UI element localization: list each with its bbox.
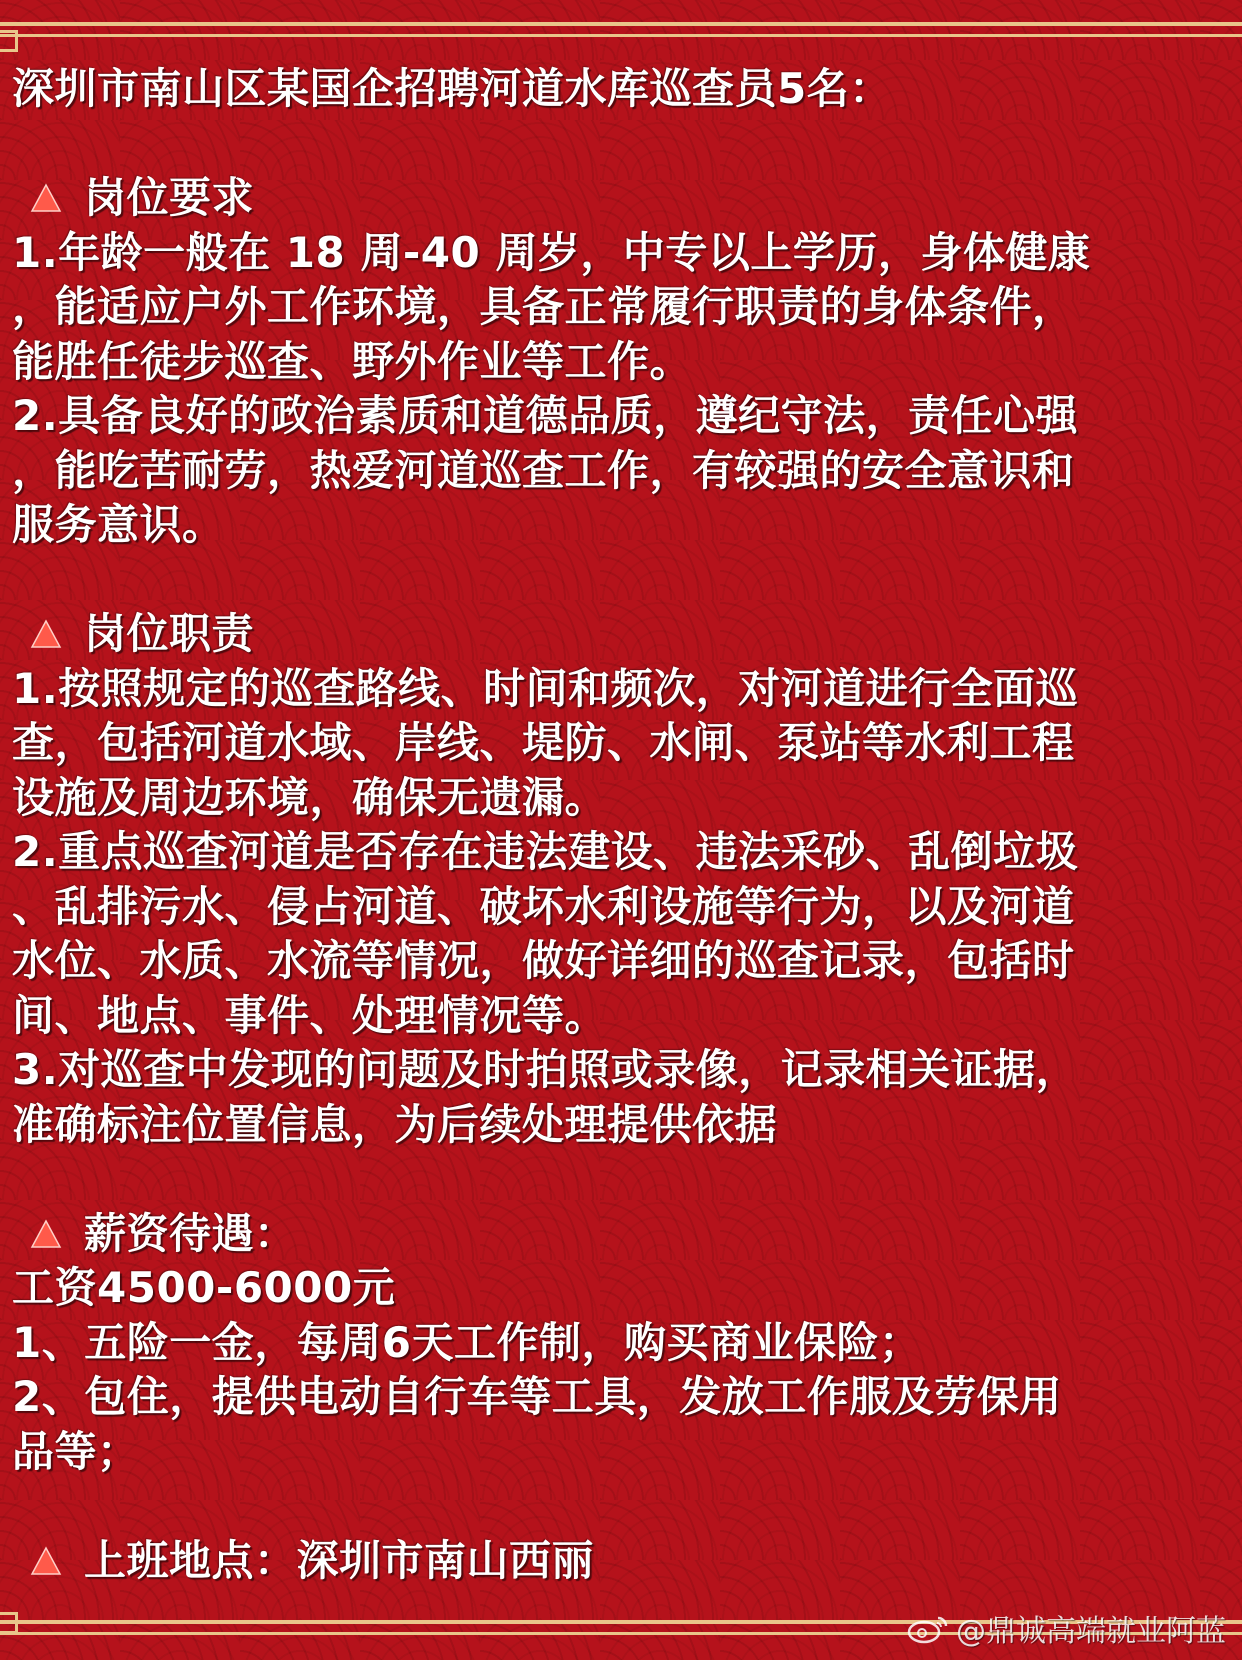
weibo-icon <box>906 1612 950 1644</box>
page-title: 深圳市南山区某国企招聘河道水库巡查员5名： <box>12 64 892 113</box>
requirements-line: ，能适应户外工作环境，具备正常履行职责的身体条件， <box>12 282 1075 331</box>
requirements-line: 1.年龄一般在 18 周-40 周岁，中专以上学历，身体健康 <box>12 227 1091 277</box>
watermark <box>906 1606 1226 1650</box>
duties-line: 设施及周边环境，确保无遗漏。 <box>12 772 608 822</box>
duties-heading <box>12 607 1234 662</box>
red-triangle-icon <box>30 1545 62 1577</box>
salary-heading-label: 薪资待遇： <box>84 1208 297 1258</box>
duties-heading-label: 岗位职责 <box>84 609 255 658</box>
requirements-line: ，能吃苦耐劳，热爱河道巡查工作，有较强的安全意识和 <box>12 445 1075 495</box>
duties-line: 间、地点、事件、处理情况等。 <box>12 990 608 1040</box>
requirements-line: 服务意识。 <box>12 500 225 549</box>
red-triangle-icon <box>30 182 62 214</box>
duties-line: 准确标注位置信息，为后续处理提供依据 <box>12 1099 778 1149</box>
top-border-line <box>0 22 1242 26</box>
watermark-text: @鼎诚高端就业阿蓝 <box>956 1614 1226 1649</box>
requirements-line: 2.具备良好的政治素质和道德品质，遵纪守法，责任心强 <box>12 391 1079 440</box>
salary-line: 品等； <box>12 1426 140 1476</box>
requirements-line: 能胜任徒步巡查、野外作业等工作。 <box>12 336 693 386</box>
requirements-heading <box>12 171 1234 226</box>
top-left-frame-corner <box>0 30 18 52</box>
duties-line: 、乱排污水、侵占河道、破坏水利设施等行为，以及河道 <box>12 881 1075 931</box>
salary-heading <box>12 1207 1234 1262</box>
red-triangle-icon <box>30 618 62 650</box>
duties-line: 2.重点巡查河道是否存在违法建设、违法采砂、乱倒垃圾 <box>12 827 1079 876</box>
job-posting <box>12 62 1234 1588</box>
duties-line: 3.对巡查中发现的问题及时拍照或录像，记录相关证据， <box>12 1045 1079 1094</box>
salary-line: 2、包住，提供电动自行车等工具，发放工作服及劳保用 <box>12 1372 1062 1421</box>
duties-line: 1.按照规定的巡查路线、时间和频次，对河道进行全面巡 <box>12 663 1079 713</box>
top-border-line-inner <box>0 34 1242 37</box>
salary-line: 1、五险一金，每周6天工作制，购买商业保险； <box>12 1317 922 1367</box>
requirements-heading-label: 岗位要求 <box>84 173 255 222</box>
location-heading <box>12 1534 1234 1589</box>
duties-line: 查，包括河道水域、岸线、堤防、水闸、泵站等水利工程 <box>12 718 1075 767</box>
bottom-left-frame-corner <box>0 1612 18 1634</box>
red-triangle-icon <box>30 1218 62 1250</box>
location-heading-label: 上班地点：深圳市南山西丽 <box>84 1535 595 1585</box>
duties-line: 水位、水质、水流等情况，做好详细的巡查记录，包括时 <box>12 936 1075 985</box>
salary-line: 工资4500-6000元 <box>12 1263 396 1312</box>
